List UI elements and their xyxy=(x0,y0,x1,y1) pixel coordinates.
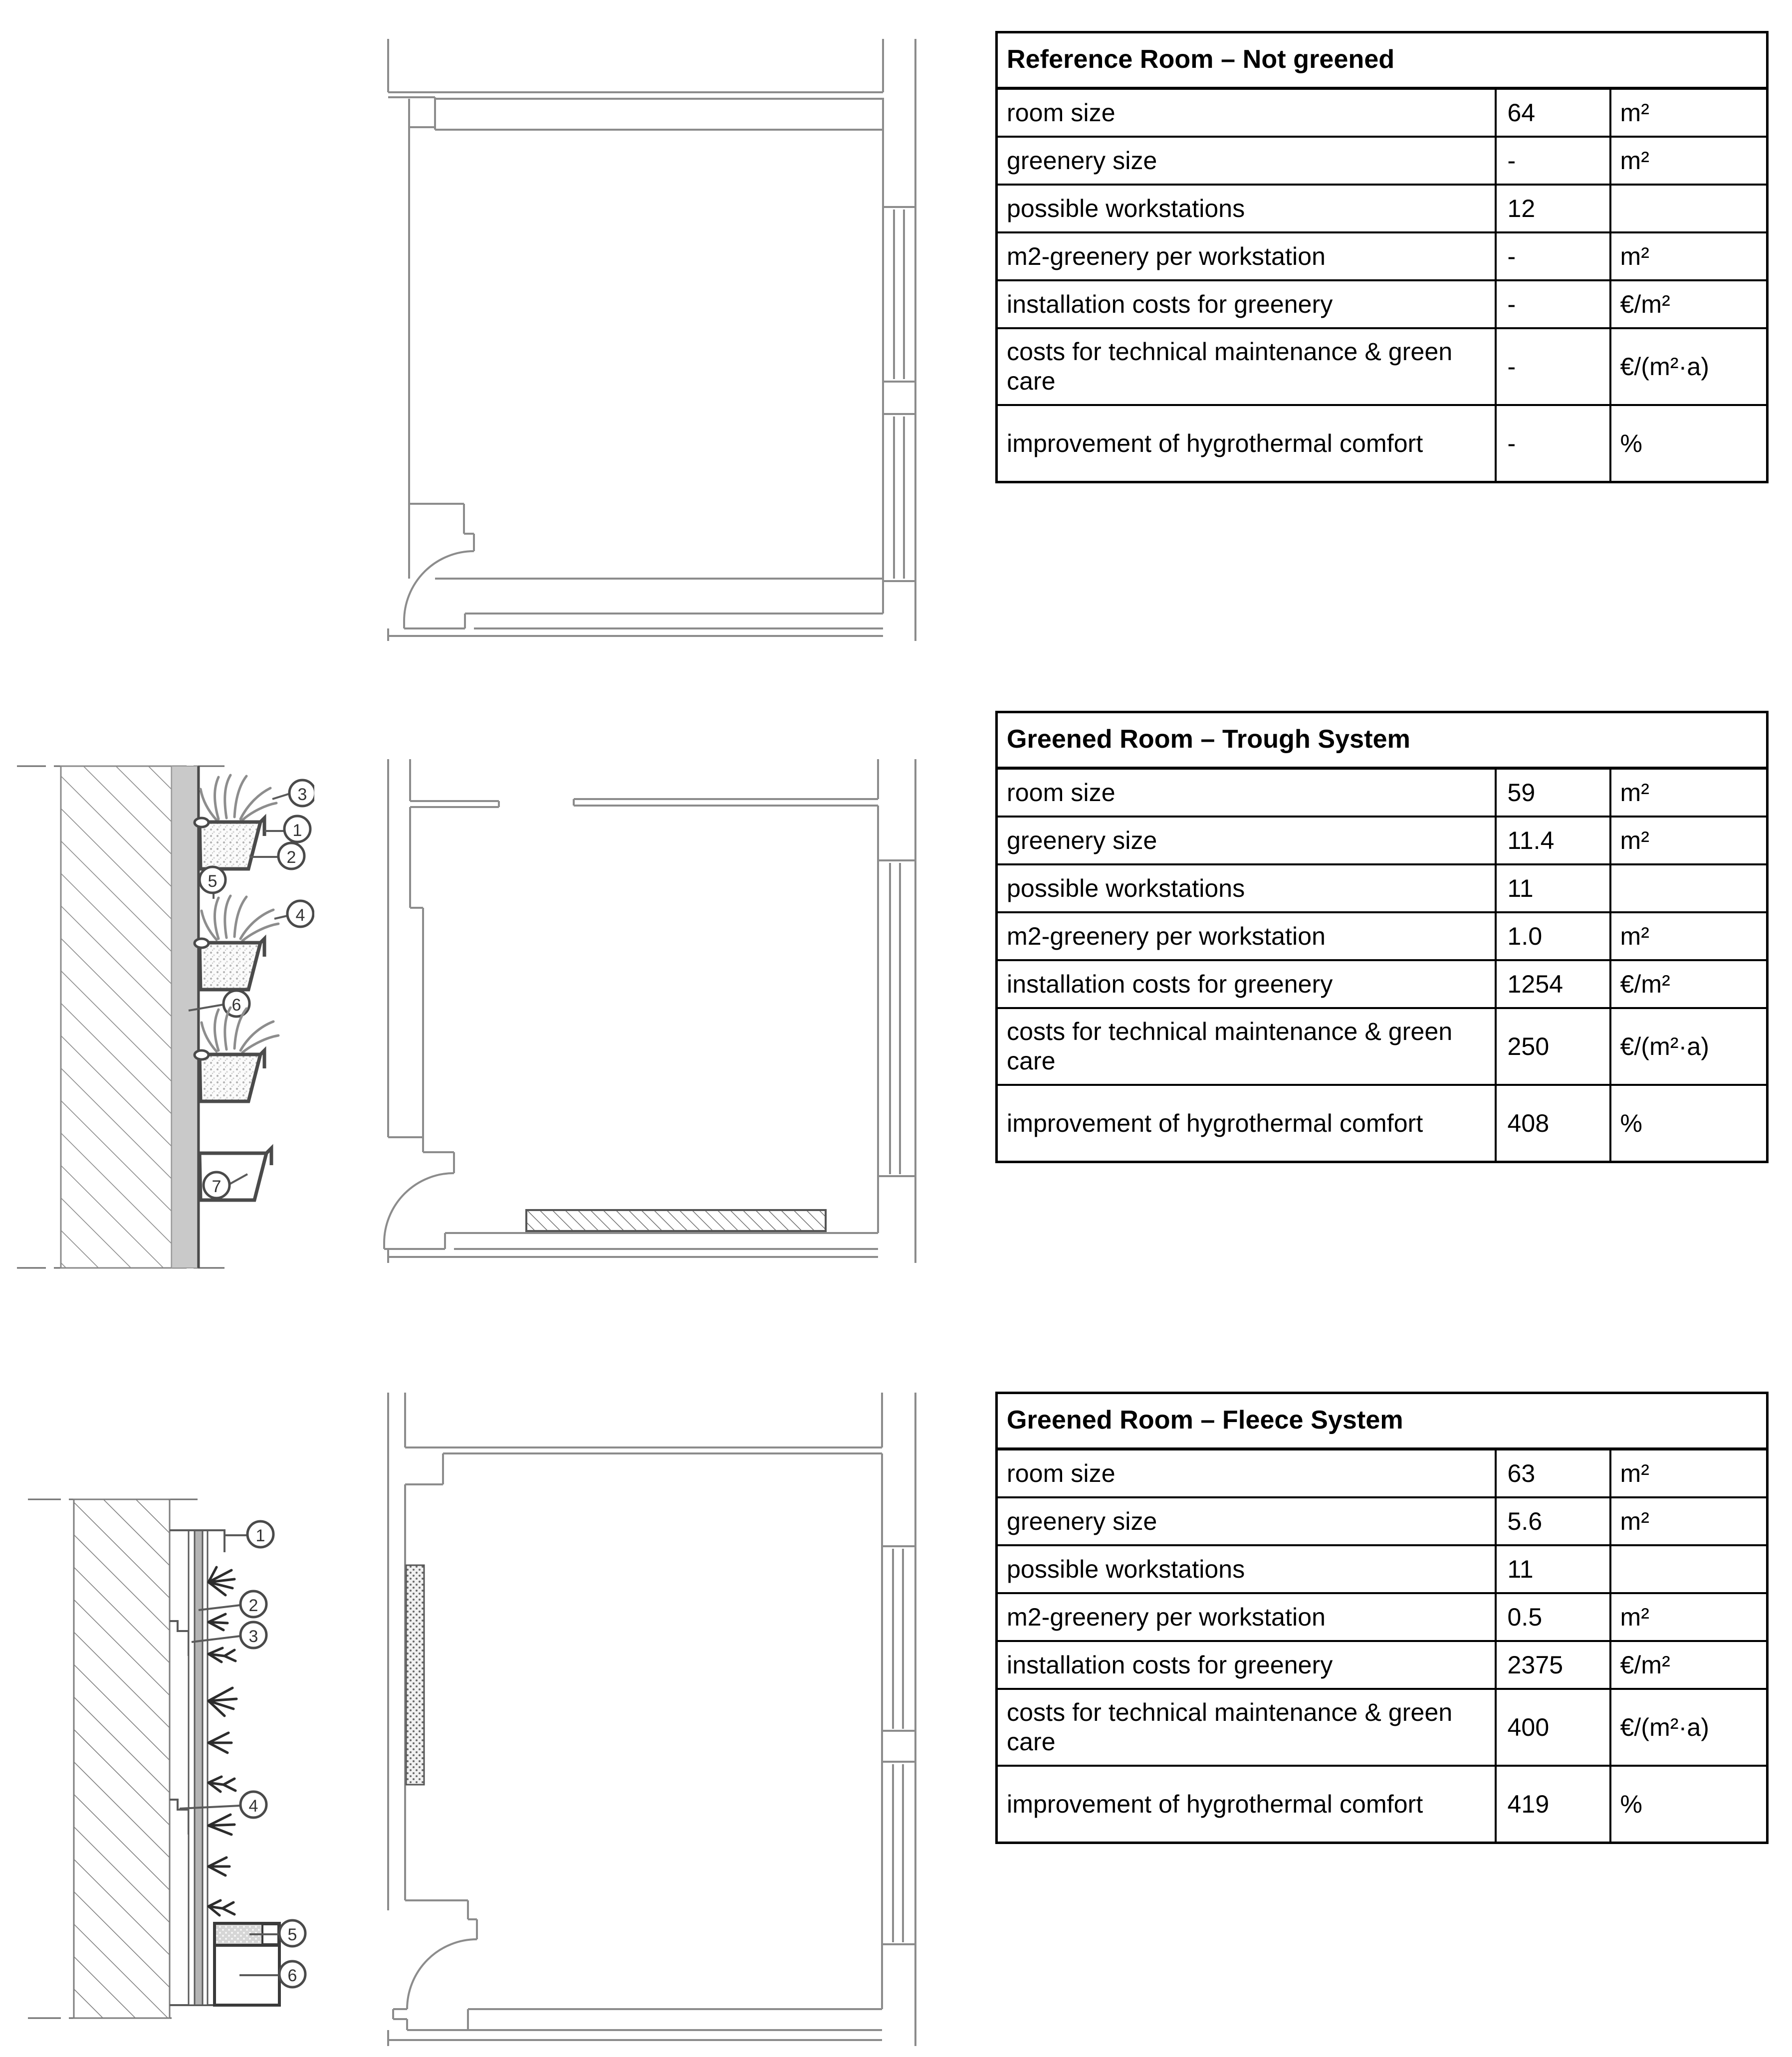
row-value: 419 xyxy=(1496,1766,1610,1843)
row-unit xyxy=(1610,1545,1768,1593)
row-unit: m² xyxy=(1610,137,1768,185)
svg-text:3: 3 xyxy=(248,1627,258,1646)
table-row xyxy=(997,1545,1768,1593)
row-value: - xyxy=(1496,232,1610,280)
table-row xyxy=(997,232,1768,280)
table-row xyxy=(997,1641,1768,1689)
table-row xyxy=(997,1449,1768,1497)
table-row xyxy=(997,185,1768,232)
fleece-room-floor-plan xyxy=(379,1392,923,2050)
callout-1 xyxy=(224,1521,273,1547)
table-row xyxy=(997,1497,1768,1545)
svg-text:5: 5 xyxy=(287,1925,297,1944)
row-label: installation costs for greenery xyxy=(997,960,1496,1008)
row-label: m2-greenery per workstation xyxy=(997,912,1496,960)
row-label: possible workstations xyxy=(997,1545,1496,1593)
row-unit: €/(m²·a) xyxy=(1610,328,1768,405)
row-value: - xyxy=(1496,137,1610,185)
row-value: 59 xyxy=(1496,768,1610,817)
row-unit: m² xyxy=(1610,1449,1768,1497)
table-row xyxy=(997,280,1768,328)
row-label: greenery size xyxy=(997,817,1496,864)
fleece-system-section xyxy=(15,1476,314,2040)
waterproof-layer xyxy=(195,1530,203,2005)
trough-room-floor-plan xyxy=(379,758,923,1287)
table-row xyxy=(997,328,1768,405)
table-row xyxy=(997,88,1768,137)
row-label: improvement of hygrothermal comfort xyxy=(997,1766,1496,1843)
row-label: m2-greenery per workstation xyxy=(997,1593,1496,1641)
row-label: installation costs for greenery xyxy=(997,1641,1496,1689)
row-unit: % xyxy=(1610,1766,1768,1843)
water-tank-box xyxy=(215,1923,279,2005)
row-value: 0.5 xyxy=(1496,1593,1610,1641)
row-label: room size xyxy=(997,88,1496,137)
row-value: 408 xyxy=(1496,1085,1610,1162)
reference-room-table xyxy=(995,31,1769,483)
svg-text:4: 4 xyxy=(248,1797,258,1816)
row-unit: m² xyxy=(1610,1497,1768,1545)
table-row xyxy=(997,1766,1768,1843)
table-row xyxy=(997,137,1768,185)
fleece-plants xyxy=(209,1567,236,1915)
svg-text:3: 3 xyxy=(297,785,307,804)
row-value: 11 xyxy=(1496,864,1610,912)
table-header-row xyxy=(997,32,1768,89)
table-row xyxy=(997,912,1768,960)
backing-panel xyxy=(189,1530,195,2005)
row-label: costs for technical maintenance & green care xyxy=(997,1008,1496,1085)
row-value: 250 xyxy=(1496,1008,1610,1085)
table-header-row xyxy=(997,1393,1768,1449)
row-unit: €/m² xyxy=(1610,960,1768,1008)
row-label: installation costs for greenery xyxy=(997,280,1496,328)
table-row xyxy=(997,1593,1768,1641)
trough-2 xyxy=(195,896,278,990)
row-value: - xyxy=(1496,405,1610,482)
masonry-wall xyxy=(74,1499,170,2018)
plaster-layer xyxy=(172,766,198,1268)
row-value: 12 xyxy=(1496,185,1610,232)
svg-text:2: 2 xyxy=(286,848,296,867)
row-label: improvement of hygrothermal comfort xyxy=(997,405,1496,482)
row-unit: m² xyxy=(1610,1593,1768,1641)
row-label: room size xyxy=(997,1449,1496,1497)
row-label: greenery size xyxy=(997,137,1496,185)
row-unit: €/(m²·a) xyxy=(1610,1008,1768,1085)
row-value: 2375 xyxy=(1496,1641,1610,1689)
table-row xyxy=(997,1008,1768,1085)
row-label: costs for technical maintenance & green care xyxy=(997,1689,1496,1766)
row-value: 63 xyxy=(1496,1449,1610,1497)
fleece-layer xyxy=(203,1530,208,2005)
row-value: 64 xyxy=(1496,88,1610,137)
callout-1 xyxy=(264,816,310,842)
row-unit: €/m² xyxy=(1610,1641,1768,1689)
svg-text:7: 7 xyxy=(212,1177,222,1196)
callout-5 xyxy=(200,867,225,899)
callout-2 xyxy=(199,1591,266,1617)
row-value: 400 xyxy=(1496,1689,1610,1766)
table-row xyxy=(997,864,1768,912)
masonry-wall xyxy=(61,766,172,1268)
row-label: improvement of hygrothermal comfort xyxy=(997,1085,1496,1162)
row-label: possible workstations xyxy=(997,864,1496,912)
row-value: 5.6 xyxy=(1496,1497,1610,1545)
row-value: - xyxy=(1496,280,1610,328)
row-unit: €/m² xyxy=(1610,280,1768,328)
row-value: 1.0 xyxy=(1496,912,1610,960)
table-title: Reference Room – Not greened xyxy=(997,32,1768,89)
callout-2 xyxy=(249,843,304,869)
fleece-room-table xyxy=(995,1392,1769,1844)
table-header-row xyxy=(997,712,1768,769)
table-row xyxy=(997,768,1768,817)
row-label: greenery size xyxy=(997,1497,1496,1545)
table-row xyxy=(997,1085,1768,1162)
svg-text:1: 1 xyxy=(255,1526,265,1545)
trough-3 xyxy=(195,1008,278,1101)
row-value: 11 xyxy=(1496,1545,1610,1593)
trough-body xyxy=(200,822,260,869)
row-unit xyxy=(1610,185,1768,232)
table-title: Greened Room – Trough System xyxy=(997,712,1768,769)
reference-room-floor-plan xyxy=(379,35,923,643)
trough-system-section xyxy=(15,763,314,1287)
row-unit: m² xyxy=(1610,912,1768,960)
trough-greenery-strip xyxy=(526,1210,826,1231)
row-value: 1254 xyxy=(1496,960,1610,1008)
trough-body xyxy=(200,943,260,990)
row-unit: m² xyxy=(1610,817,1768,864)
table-title: Greened Room – Fleece System xyxy=(997,1393,1768,1449)
svg-text:2: 2 xyxy=(248,1596,258,1615)
svg-text:1: 1 xyxy=(292,821,302,840)
row-unit: m² xyxy=(1610,232,1768,280)
row-unit: % xyxy=(1610,405,1768,482)
row-label: room size xyxy=(997,768,1496,817)
row-label: m2-greenery per workstation xyxy=(997,232,1496,280)
row-unit xyxy=(1610,864,1768,912)
row-unit: m² xyxy=(1610,768,1768,817)
svg-text:4: 4 xyxy=(295,906,305,925)
row-label: costs for technical maintenance & green care xyxy=(997,328,1496,405)
table-row xyxy=(997,817,1768,864)
row-unit: €/(m²·a) xyxy=(1610,1689,1768,1766)
row-value: 11.4 xyxy=(1496,817,1610,864)
row-value: - xyxy=(1496,328,1610,405)
callout-4 xyxy=(274,901,313,927)
trough-body xyxy=(200,1054,260,1101)
svg-text:6: 6 xyxy=(231,996,241,1015)
table-row xyxy=(997,960,1768,1008)
callout-3 xyxy=(272,780,314,806)
svg-text:6: 6 xyxy=(287,1966,297,1985)
table-row xyxy=(997,405,1768,482)
row-label: possible workstations xyxy=(997,185,1496,232)
row-unit: % xyxy=(1610,1085,1768,1162)
trough-1 xyxy=(195,775,276,869)
fleece-greenery-strip xyxy=(406,1565,424,1785)
trough-room-table xyxy=(995,711,1769,1163)
table-row xyxy=(997,1689,1768,1766)
row-unit: m² xyxy=(1610,88,1768,137)
svg-text:5: 5 xyxy=(208,872,218,891)
